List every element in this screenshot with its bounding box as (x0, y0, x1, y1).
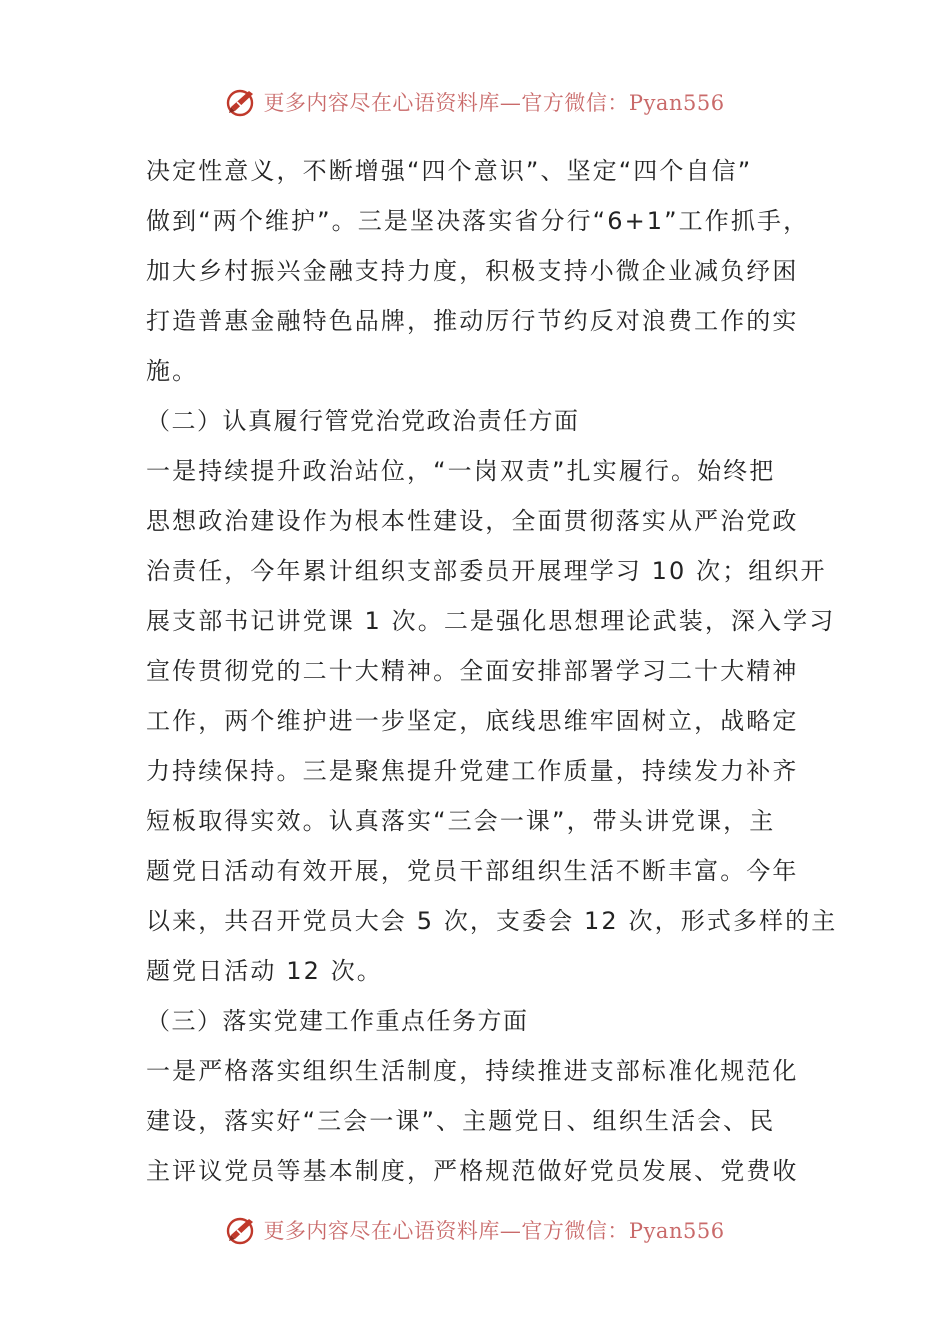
body-line: 宣传贯彻党的二十大精神。全面安排部署学习二十大精神 (146, 657, 799, 685)
body-line: 短板取得实效。认真落实“三会一课”，带头讲党课，主 (146, 807, 776, 835)
body-line: 力持续保持。三是聚焦提升党建工作质量，持续发力补齐 (146, 757, 799, 785)
body-line: 加大乡村振兴金融支持力度，积极支持小微企业减负纾困 (146, 257, 799, 285)
footer-watermark-banner (0, 1210, 950, 1250)
pen-circle-icon (225, 85, 259, 119)
footer-watermark-text: 更多内容尽在心语资料库—官方微信：Pyan556 (263, 1219, 725, 1243)
section-heading: （三）落实党建工作重点任务方面 (146, 1007, 529, 1035)
body-line: 一是持续提升政治站位，“一岗双责”扎实履行。始终把 (146, 457, 776, 485)
body-line: 工作，两个维护进一步坚定，底线思维牢固树立，战略定 (146, 707, 799, 735)
body-line: 题党日活动有效开展，党员干部组织生活不断丰富。今年 (146, 857, 799, 885)
section-heading: （二）认真履行管党治党政治责任方面 (146, 407, 580, 435)
body-line: 展支部书记讲党课 1 次。二是强化思想理论武装，深入学习 (146, 607, 836, 635)
body-line: 打造普惠金融特色品牌，推动厉行节约反对浪费工作的实 (146, 307, 799, 335)
body-line: 题党日活动 12 次。 (146, 957, 383, 985)
body-line: 做到“两个维护”。三是坚决落实省分行“6+1”工作抓手， (146, 207, 810, 235)
body-line: 施。 (146, 357, 199, 385)
document-body (146, 146, 838, 1196)
body-line: 建设，落实好“三会一课”、主题党日、组织生活会、民 (146, 1107, 776, 1135)
body-line: 一是严格落实组织生活制度，持续推进支部标准化规范化 (146, 1057, 799, 1085)
body-line: 以来，共召开党员大会 5 次，支委会 12 次，形式多样的主 (146, 907, 838, 935)
header-watermark-banner (0, 82, 950, 122)
body-line: 思想政治建设作为根本性建设，全面贯彻落实从严治党政 (146, 507, 799, 535)
body-line: 决定性意义，不断增强“四个意识”、坚定“四个自信” (146, 157, 753, 185)
body-line: 治责任，今年累计组织支部委员开展理学习 10 次；组织开 (146, 557, 827, 585)
header-watermark-text: 更多内容尽在心语资料库—官方微信：Pyan556 (263, 91, 725, 115)
body-line: 主评议党员等基本制度，严格规范做好党员发展、党费收 (146, 1157, 799, 1185)
pen-circle-icon (225, 1213, 259, 1247)
